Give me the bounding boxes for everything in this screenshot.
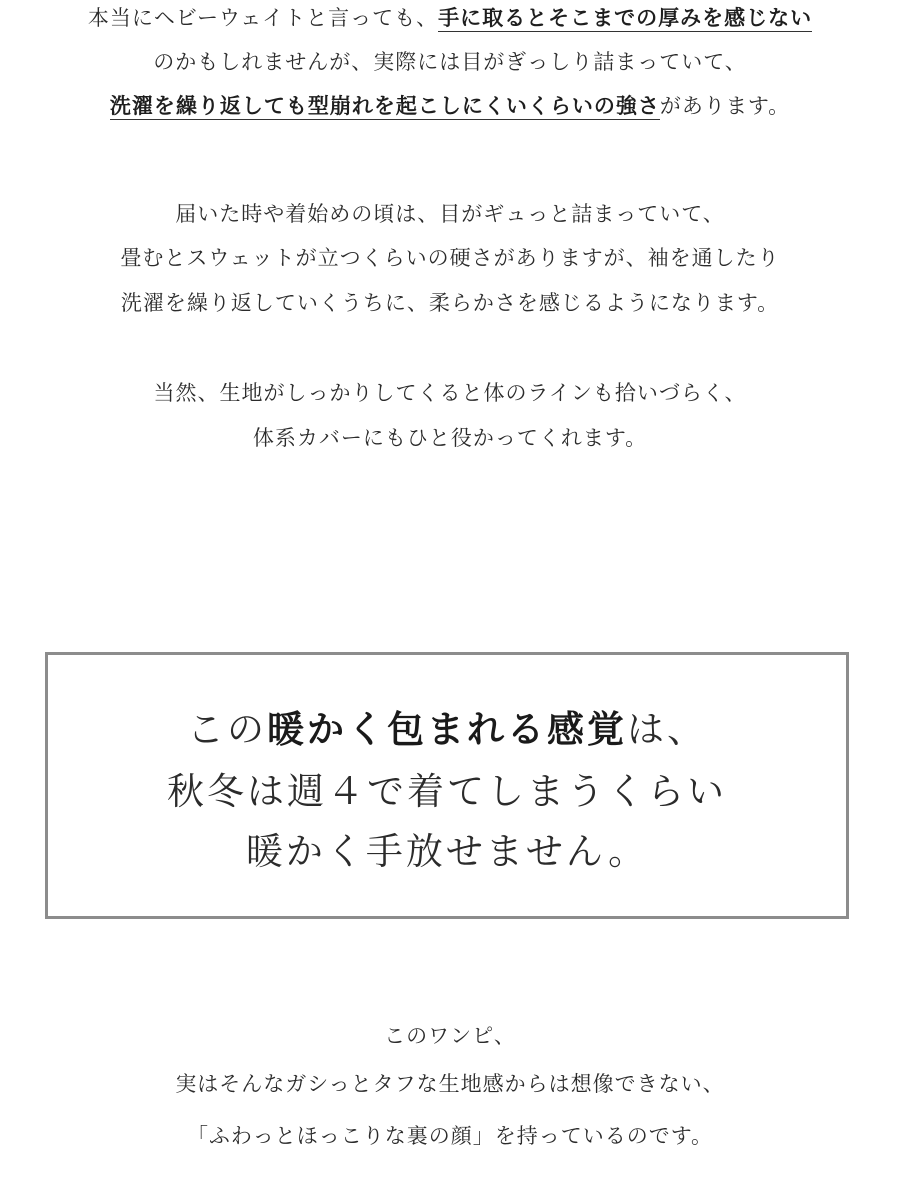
callout-line-1-emphasis: 暖かく包まれる感覚	[267, 708, 627, 751]
callout-line-2: 秋冬は週４で着てしまうくらい	[167, 770, 727, 813]
callout-line-1-suffix: は、	[627, 708, 707, 751]
paragraph-2-line-2: 畳むとスウェットが立つくらいの硬さがありますが、袖を通したり	[120, 246, 780, 270]
callout-line-1-prefix: この	[187, 708, 267, 751]
paragraph-4-line-3: 「ふわっとほっこりな裏の顔」を持っているのです。	[186, 1124, 714, 1148]
callout-line-1	[48, 705, 846, 755]
paragraph-4-line-2: 実はそんなガシっとタフな生地感からは想像できない、	[175, 1072, 725, 1096]
paragraph-2-line-3: 洗濯を繰り返していくうちに、柔らかさを感じるようになります。	[120, 291, 780, 315]
paragraph-1-line-2: のかもしれませんが、実際には目がぎっしり詰まっていて、	[153, 50, 747, 74]
paragraph-1-line-3-text: があります。	[659, 94, 791, 118]
paragraph-1-line-1-text: 本当にヘビーウェイトと言っても、	[87, 6, 439, 30]
paragraph-3-line-2: 体系カバーにもひと役かってくれます。	[252, 426, 648, 450]
paragraph-1-line-3-highlight: 洗濯を繰り返しても型崩れを起こしにくいくらいの強さ	[109, 94, 660, 118]
paragraph-2-line-1: 届いた時や着始めの頃は、目がギュっと詰まっていて、	[175, 202, 725, 226]
callout-box	[45, 652, 849, 919]
paragraph-4-line-1: このワンピ、	[384, 1024, 516, 1048]
paragraph-1-line-1	[0, 3, 900, 33]
paragraph-1-line-1-highlight: 手に取るとそこまでの厚みを感じない	[438, 6, 813, 30]
paragraph-1-line-3	[0, 91, 900, 121]
paragraph-3-line-1: 当然、生地がしっかりしてくると体のラインも拾いづらく、	[153, 381, 747, 405]
callout-line-3: 暖かく手放せません。	[245, 830, 649, 873]
